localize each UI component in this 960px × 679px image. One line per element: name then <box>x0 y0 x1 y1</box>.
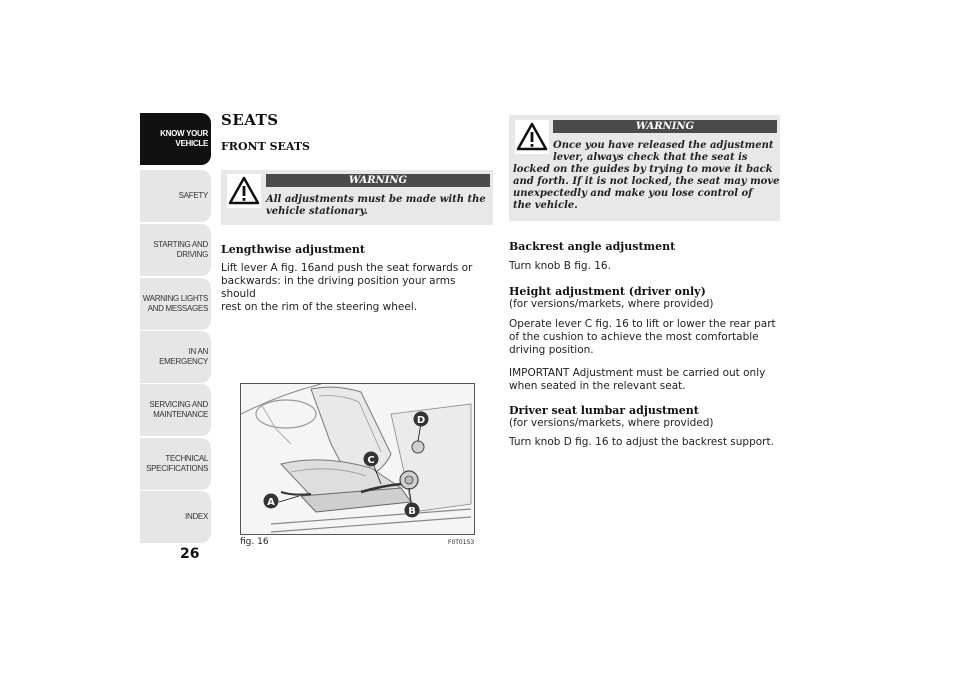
text-line: Operate lever C fig. 16 to lift or lower the rear part <box>509 318 776 330</box>
tab-warning-lights[interactable]: WARNING LIGHTS AND MESSAGES <box>140 278 211 330</box>
tab-index[interactable]: INDEX <box>140 491 211 543</box>
text-line: driving position. <box>509 344 594 356</box>
callout-d-label: D <box>416 415 426 426</box>
section-title: SEATS <box>221 111 279 129</box>
tab-in-an-emergency[interactable]: IN AN EMERGENCY <box>140 331 211 383</box>
height-heading: Height adjustment (driver only) <box>509 285 706 298</box>
callout-c-label: C <box>367 455 375 466</box>
warning-line: locked on the guides by trying to move it back <box>513 164 773 175</box>
text-line: rest on the rim of the steering wheel. <box>221 301 418 313</box>
seat-figure <box>240 383 475 535</box>
important-text <box>509 367 784 393</box>
text-line: backwards: in the driving position your arms should <box>221 275 456 300</box>
height-text <box>509 318 784 357</box>
lengthwise-text <box>221 262 493 314</box>
figure-code: F0T0153 <box>448 539 475 546</box>
warning-line: vehicle stationary. <box>266 206 368 217</box>
lengthwise-heading: Lengthwise adjustment <box>221 243 365 256</box>
lumbar-heading: Driver seat lumbar adjustment <box>509 404 699 417</box>
text-line: of the cushion to achieve the most comfortable <box>509 331 759 343</box>
backrest-text: Turn knob B fig. 16. <box>509 260 611 272</box>
callout-c-icon <box>363 451 379 467</box>
lumbar-note: (for versions/markets, where provided) <box>509 417 714 429</box>
warning-line: unexpectedly and make you lose control of <box>513 188 753 199</box>
warning-line: lever, always check that the seat is <box>553 152 748 163</box>
tab-technical-specifications[interactable]: TECHNICAL SPECIFICATIONS <box>140 438 211 490</box>
callout-b-label: B <box>408 506 416 517</box>
warning-triangle-icon <box>515 120 549 154</box>
warning-line: Once you have released the adjustment <box>553 140 774 151</box>
tab-know-your-vehicle[interactable]: KNOW YOUR VEHICLE <box>140 113 211 165</box>
page-number: 26 <box>180 546 200 562</box>
seat-illustration <box>241 384 474 534</box>
warning-line: All adjustments must be made with the <box>266 194 486 205</box>
warning-label: WARNING <box>266 174 490 187</box>
warning-triangle-icon <box>227 174 261 208</box>
tab-starting-and-driving[interactable]: STARTING AND DRIVING <box>140 224 211 276</box>
callout-a-label: A <box>267 497 275 508</box>
warning-line: and forth. If it is not locked, the seat may move <box>513 176 780 187</box>
backrest-heading: Backrest angle adjustment <box>509 240 676 253</box>
height-note: (for versions/markets, where provided) <box>509 298 714 310</box>
callout-d-icon <box>413 411 429 427</box>
text-line: IMPORTANT Adjustment must be carried out only <box>509 367 766 379</box>
warning-text <box>266 194 490 218</box>
callout-a-icon <box>263 493 279 509</box>
tab-safety[interactable]: SAFETY <box>140 170 211 222</box>
tab-servicing[interactable]: SERVICING AND MAINTENANCE <box>140 384 211 436</box>
callout-b-icon <box>404 502 420 518</box>
lumbar-text: Turn knob D fig. 16 to adjust the backrest support. <box>509 436 774 448</box>
warning-box-left <box>221 170 493 225</box>
text-line: Lift lever A fig. 16and push the seat forwards or <box>221 262 473 274</box>
text-line: when seated in the relevant seat. <box>509 380 686 392</box>
warning-label: WARNING <box>553 120 777 133</box>
figure-caption: fig. 16 <box>240 537 269 547</box>
warning-box-right <box>509 115 780 221</box>
warning-line: the vehicle. <box>513 200 578 211</box>
subsection-title: FRONT SEATS <box>221 140 310 153</box>
